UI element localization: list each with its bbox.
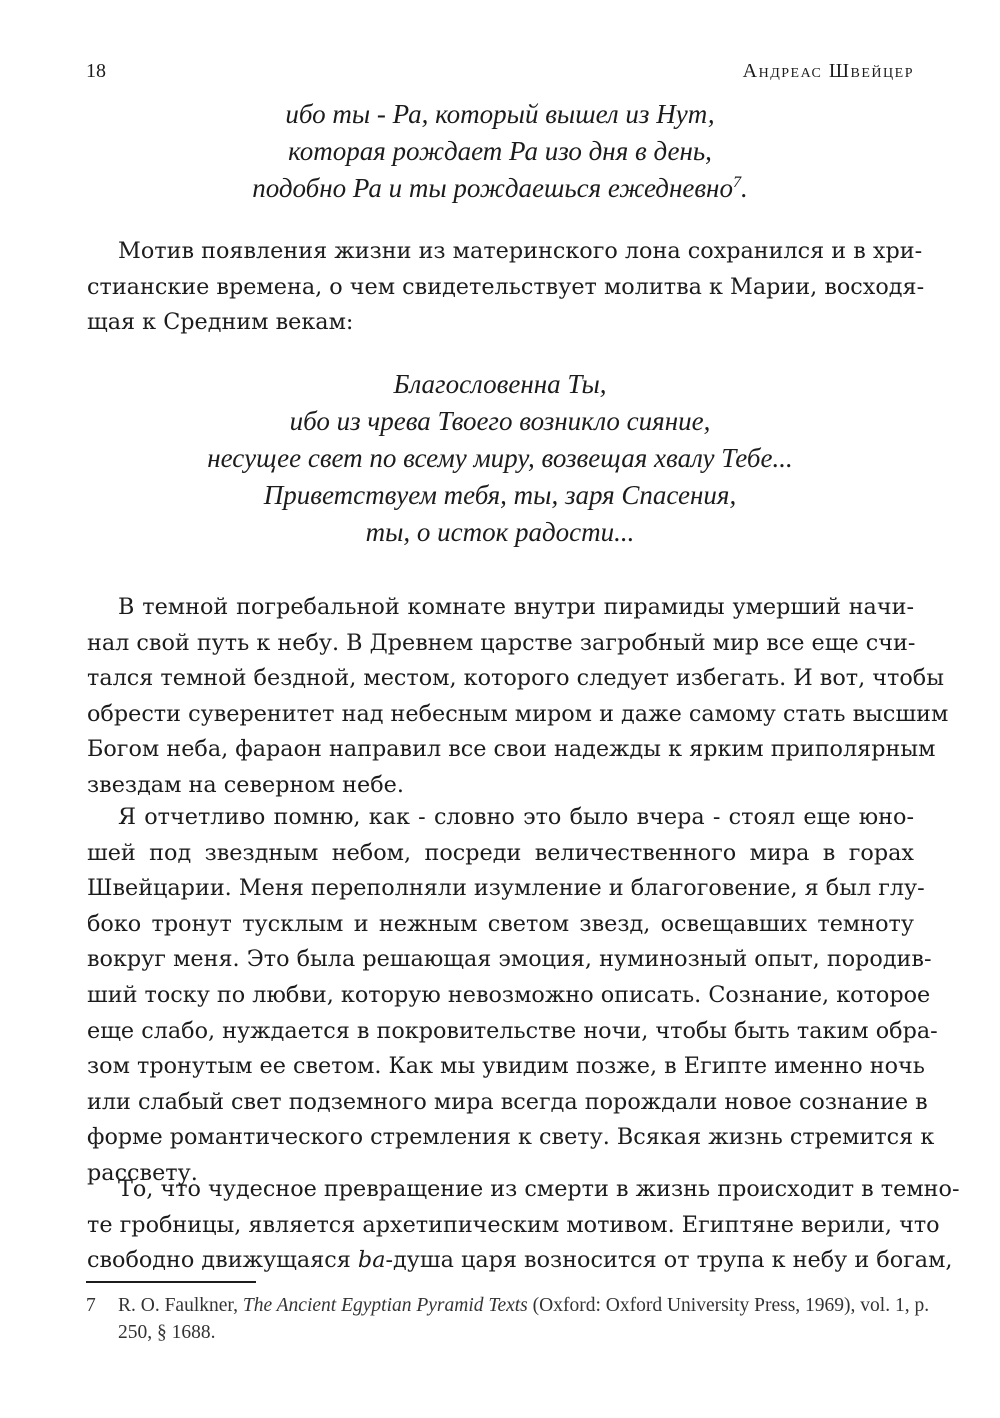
footnote-publication: (Oxford: Oxford University Press, 1969), vol. 1, p. — [527, 1295, 930, 1316]
text-line: щая к Средним векам: — [87, 309, 354, 336]
text-line: В темной погребальной комнате внутри пирамиды умерший начи- — [118, 594, 914, 620]
text-line: или слабый свет подземного мира всегда порождали новое сознание в — [87, 1088, 928, 1115]
verse-line-text: подобно Ра и ты рождаешься ежедневно — [252, 173, 733, 203]
running-head: Андреас Швейцер — [742, 60, 914, 82]
footnote-title: The Ancient Egyptian Pyramid Texts — [242, 1295, 528, 1316]
page-header — [86, 60, 914, 88]
italic-term: ba — [357, 1247, 386, 1274]
paragraph-2 — [87, 590, 949, 804]
text-line: То, что чудесное превращение из смерти в жизнь происходит в темно- — [118, 1176, 960, 1202]
text-line: звездам на северном небе. — [87, 771, 404, 798]
text-line: вокруг меня. Это была решающая эмоция, нуминозный опыт, породив- — [87, 946, 932, 973]
text-line: обрести суверенитет над небесным миром и даже самому стать высшим — [87, 700, 949, 727]
footnote-line: 250, § 1688. — [118, 1322, 216, 1343]
verse-line: несущее свет по всему миру, возвещая хвалу Тебе... — [207, 443, 793, 473]
footnote-divider — [86, 1281, 256, 1283]
verse-line: ибо ты - Ра, который вышел из Нут, — [285, 99, 715, 129]
verse-line: ибо из чрева Твоего возникло сияние, — [289, 406, 711, 436]
text-line: Я отчетливо помню, как - словно это было вчера - стоял еще юно- — [118, 804, 914, 830]
text-line: еще слабо, нуждается в покровительстве ночи, чтобы быть таким обра- — [87, 1017, 938, 1044]
verse-line — [86, 170, 914, 207]
text-line: ший тоску по любви, которую невозможно описать. Сознание, которое — [87, 981, 931, 1008]
text-line: рассвету. — [87, 1159, 198, 1186]
text-line: нал свой путь к небу. В Древнем царстве загробный мир все еще счи- — [87, 629, 916, 656]
text-line: форме романтического стремления к свету. Всякая жизнь стремится к — [87, 1124, 935, 1151]
text-segment: свободно движущаяся — [87, 1247, 358, 1274]
text-segment: -душа царя возносится от трупа к небу и богам, — [385, 1247, 953, 1274]
footnote-author: R. O. Faulkner, — [118, 1295, 243, 1316]
paragraph-3 — [87, 800, 938, 1192]
footnote-number: 7 — [86, 1295, 96, 1316]
text-line — [87, 1243, 953, 1279]
footnote-reference: 7 — [732, 173, 742, 191]
verse-quote-2 — [86, 366, 914, 551]
text-line: боко тронут тусклым и нежным светом звезд, освещавших темноту — [87, 910, 914, 937]
verse-line: ты, о исток радости... — [365, 517, 635, 547]
text-line: зом тронутым ее светом. Как мы увидим позже, в Египте именно ночь — [87, 1053, 925, 1080]
text-line: Богом неба, фараон направил все свои надежды к ярким приполярным — [87, 736, 936, 763]
page-number: 18 — [86, 60, 106, 82]
text-line: те гробницы, является архетипическим мотивом. Египтяне верили, что — [87, 1211, 940, 1238]
text-line: шей под звездным небом, посреди величественного мира в горах — [87, 839, 914, 866]
footnote-line — [118, 1292, 930, 1319]
verse-line: Благословенна Ты, — [393, 369, 607, 399]
text-line: тался темной бездной, местом, которого следует избегать. И вот, чтобы — [87, 665, 944, 692]
verse-quote-1 — [86, 96, 914, 207]
text-line: стианские времена, о чем свидетельствует молитва к Марии, восходя- — [87, 273, 925, 300]
verse-line-end: . — [741, 173, 748, 203]
text-line: Швейцарии. Меня переполняли изумление и благоговение, я был глу- — [87, 875, 925, 902]
verse-line: Приветствуем тебя, ты, заря Спасения, — [263, 480, 737, 510]
text-line: Мотив появления жизни из материнского лона сохранился и в хри- — [118, 238, 923, 264]
footnote-body — [118, 1292, 930, 1346]
paragraph-1 — [87, 234, 925, 341]
verse-line: которая рождает Ра изо дня в день, — [288, 136, 712, 166]
